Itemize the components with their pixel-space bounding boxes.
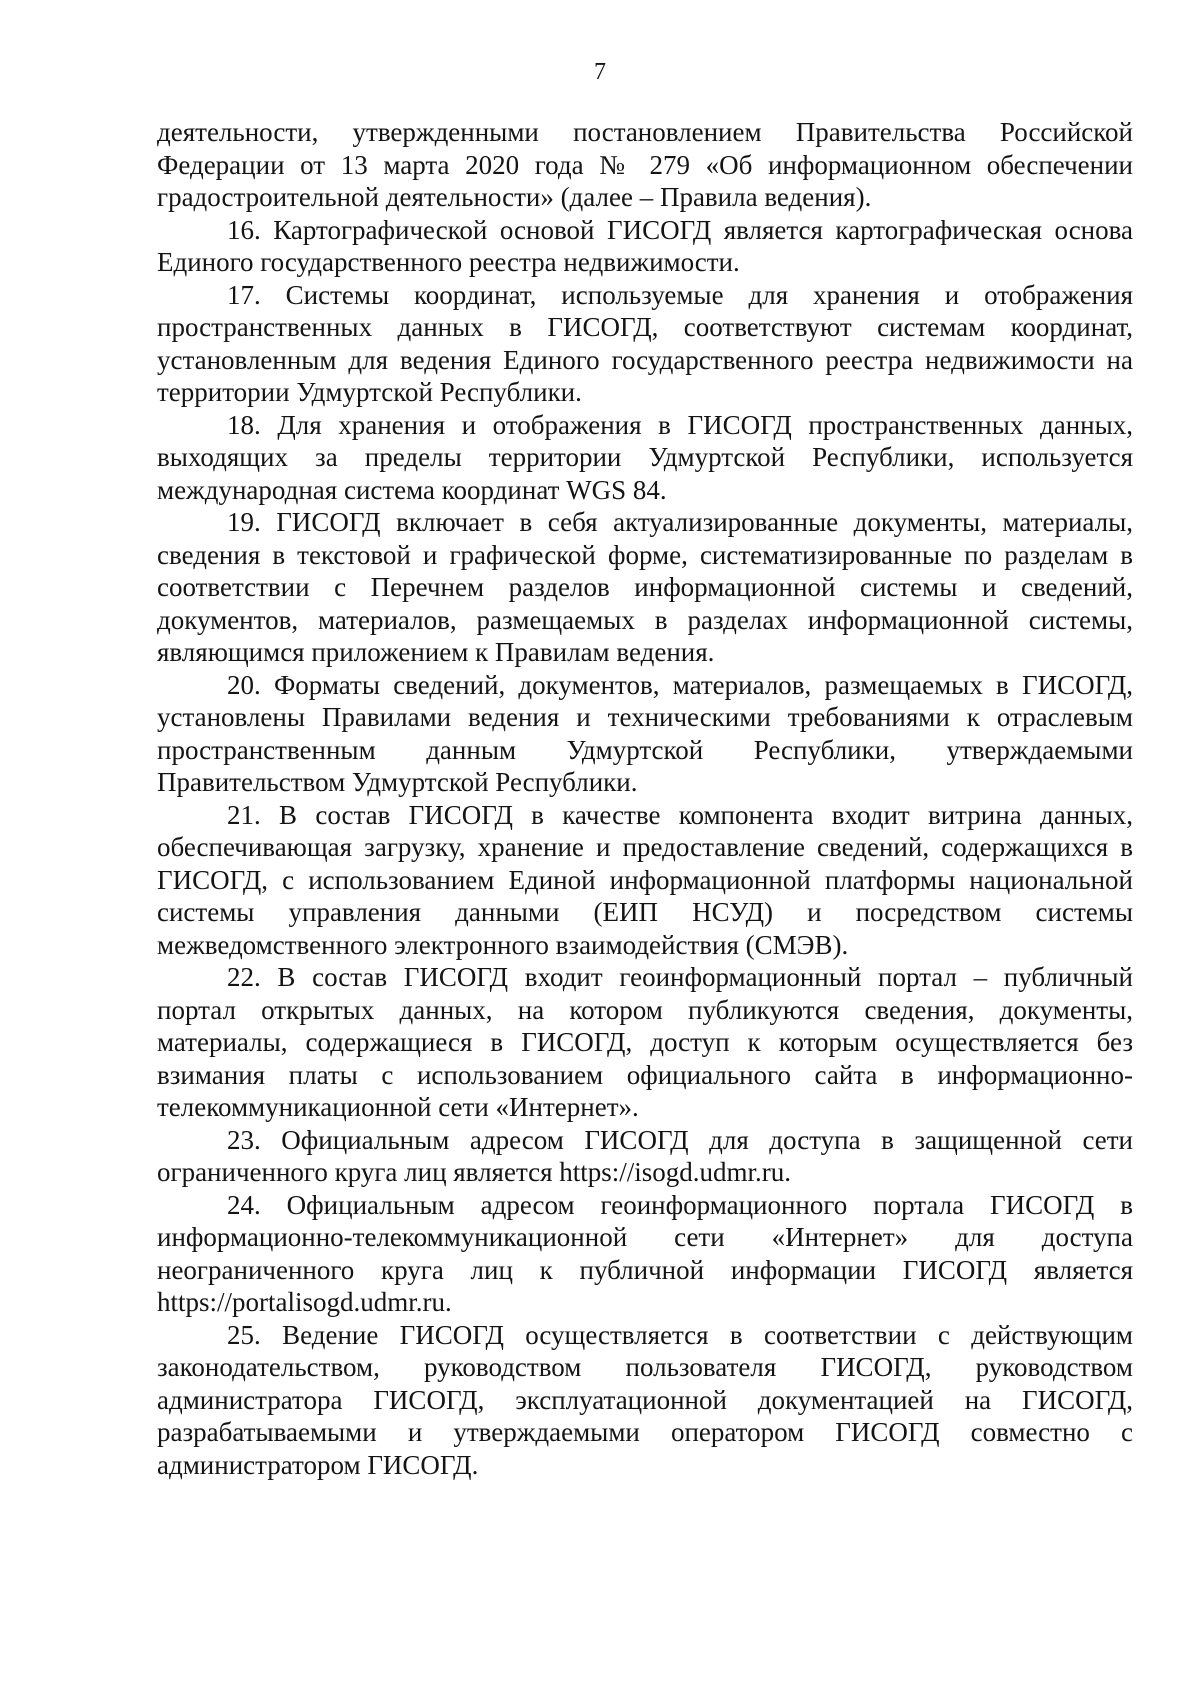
paragraph-25: 25. Ведение ГИСОГД осуществляется в соответствии с действующим законодательством, руководством пользователя ГИСОГД, руководством администратора ГИСОГД, эксплуатационной документацией на ГИСОГД, разрабатываемыми и утверждаемыми оператором ГИСОГД совместно с администратором ГИСОГД. bbox=[157, 1319, 1133, 1480]
paragraph-23: 23. Официальным адресом ГИСОГД для доступа в защищенной сети ограниченного круга лиц является https://isogd.udmr.ru. bbox=[157, 1124, 1133, 1187]
page-number: 7 bbox=[594, 59, 606, 85]
paragraph-16: 16. Картографической основой ГИСОГД является картографическая основа Единого государственного реестра недвижимости. bbox=[157, 214, 1133, 277]
paragraph-22: 22. В состав ГИСОГД входит геоинформационный портал – публичный портал открытых данных, на котором публикуются сведения, документы, материалы, содержащиеся в ГИСОГД, доступ к которым осуществляется без взимания платы с использованием официального сайта в информационно-телекоммуникационной сети «Интернет». bbox=[157, 962, 1133, 1122]
paragraph-17: 17. Системы координат, используемые для хранения и отображения пространственных данных в ГИСОГД, соответствуют системам координат, установленным для ведения Единого государственного реестра недвижимости на территории Удмуртской Республики. bbox=[157, 279, 1133, 407]
paragraph-24: 24. Официальным адресом геоинформационного портала ГИСОГД в информационно-телекоммуникационной сети «Интернет» для доступа неограниченного круга лиц к публичной информации ГИСОГД является https://portalisogd.udmr.ru. bbox=[157, 1189, 1133, 1317]
paragraph-19: 19. ГИСОГД включает в себя актуализированные документы, материалы, сведения в текстовой и графической форме, систематизированные по разделам в соответствии с Перечнем разделов информационной системы и сведений, документов, материалов, размещаемых в разделах информационной системы, являющимся приложением к Правилам ведения. bbox=[157, 507, 1133, 667]
document-body bbox=[157, 116, 1133, 1481]
paragraph-18: 18. Для хранения и отображения в ГИСОГД пространственных данных, выходящих за пределы территории Удмуртской Республики, используется международная система координат WGS 84. bbox=[157, 409, 1133, 505]
paragraph-continuation: деятельности, утвержденными постановлением Правительства Российской Федерации от 13 марта 2020 года № 279 «Об информационном обеспечении градостроительной деятельности» (далее – Правила ведения). bbox=[157, 117, 1133, 212]
paragraph-21: 21. В состав ГИСОГД в качестве компонента входит витрина данных, обеспечивающая загрузку, хранение и предоставление сведений, содержащихся в ГИСОГД, с использованием Единой информационной платформы национальной системы управления данными (ЕИП НСУД) и посредством системы межведомственного электронного взаимодействия (СМЭВ). bbox=[157, 799, 1133, 960]
paragraph-20: 20. Форматы сведений, документов, материалов, размещаемых в ГИСОГД, установлены Правилами ведения и техническими требованиями к отраслевым пространственным данным Удмуртской Республики, утверждаемыми Правительством Удмуртской Республики. bbox=[157, 669, 1133, 797]
